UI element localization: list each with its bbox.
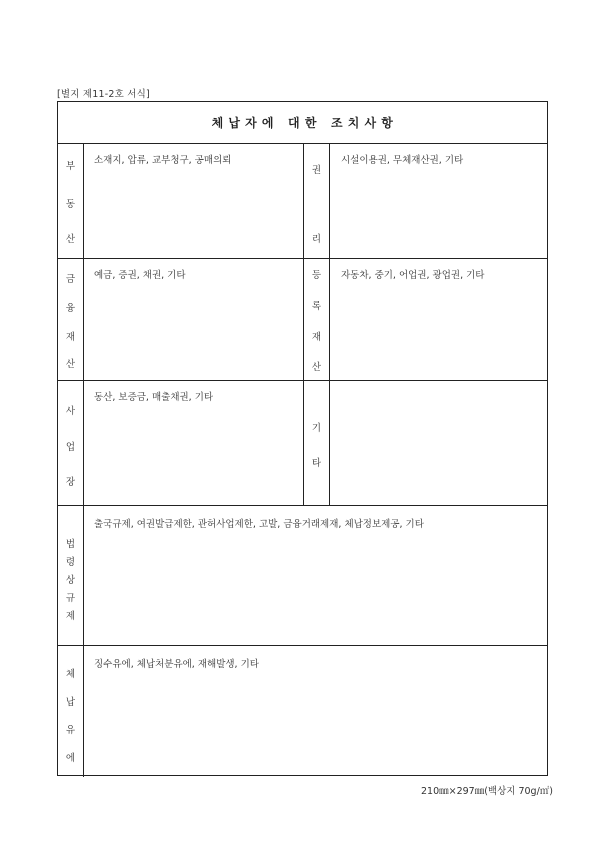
row-business [58,381,547,506]
label-financial [58,259,84,380]
legal-content: 출국규제, 여권발급제한, 관허사업제한, 고발, 금융거래제재, 체납정보제공, 기타 [94,519,424,530]
label-char: 부 [65,161,76,172]
registered-content: 자동차, 중기, 어업권, 광업권, 기타 [341,270,485,281]
label-char: 리 [311,234,322,245]
label-char: 재 [65,332,76,343]
label-char: 재 [311,332,322,343]
paper-spec-footer: 210㎜×297㎜(백상지 70g/㎡) [420,786,553,797]
label-char: 체 [65,669,76,680]
row-real-estate [58,144,547,259]
business-content: 동산, 보증금, 매출채권, 기타 [94,392,214,403]
label-rights [303,144,330,258]
label-char: 록 [311,301,322,312]
form-number: [별지 제11-2호 서식] [57,89,150,100]
label-registered [303,259,330,380]
label-char: 산 [65,359,76,370]
label-char: 제 [65,611,76,622]
label-real-estate [58,144,84,258]
label-other [303,381,330,505]
label-char: 산 [311,362,322,373]
label-char: 기 [311,423,322,434]
label-char: 타 [311,458,322,469]
form-title: 체 납 자 에 대 한 조 치 사 항 [211,116,394,130]
label-char: 에 [65,753,76,764]
rights-content: 시설이용권, 무체재산권, 기타 [341,155,464,166]
row-reason [58,646,547,777]
label-legal [58,506,84,645]
label-char: 동 [65,199,76,210]
real-estate-content: 소재지, 압류, 교부청구, 공매의뢰 [94,155,232,166]
label-char: 법 [65,539,76,550]
label-char: 장 [65,477,76,488]
label-char: 산 [65,234,76,245]
label-char: 사 [65,406,76,417]
label-char: 령 [65,557,76,568]
form-title-row [58,102,547,144]
row-legal [58,506,547,646]
label-char: 권 [311,165,322,176]
label-char: 유 [65,725,76,736]
reason-content: 징수유에, 체납처분유에, 재해발생, 기타 [94,659,259,670]
label-char: 융 [65,303,76,314]
label-char: 금 [65,274,76,285]
label-char: 상 [65,575,76,586]
label-reason [58,646,84,777]
measures-form [57,101,548,776]
label-char: 납 [65,697,76,708]
row-financial [58,259,547,381]
label-char: 규 [65,593,76,604]
label-business [58,381,84,505]
label-char: 업 [65,442,76,453]
label-char: 등 [311,270,322,281]
financial-content: 예금, 증권, 채권, 기타 [94,270,186,281]
